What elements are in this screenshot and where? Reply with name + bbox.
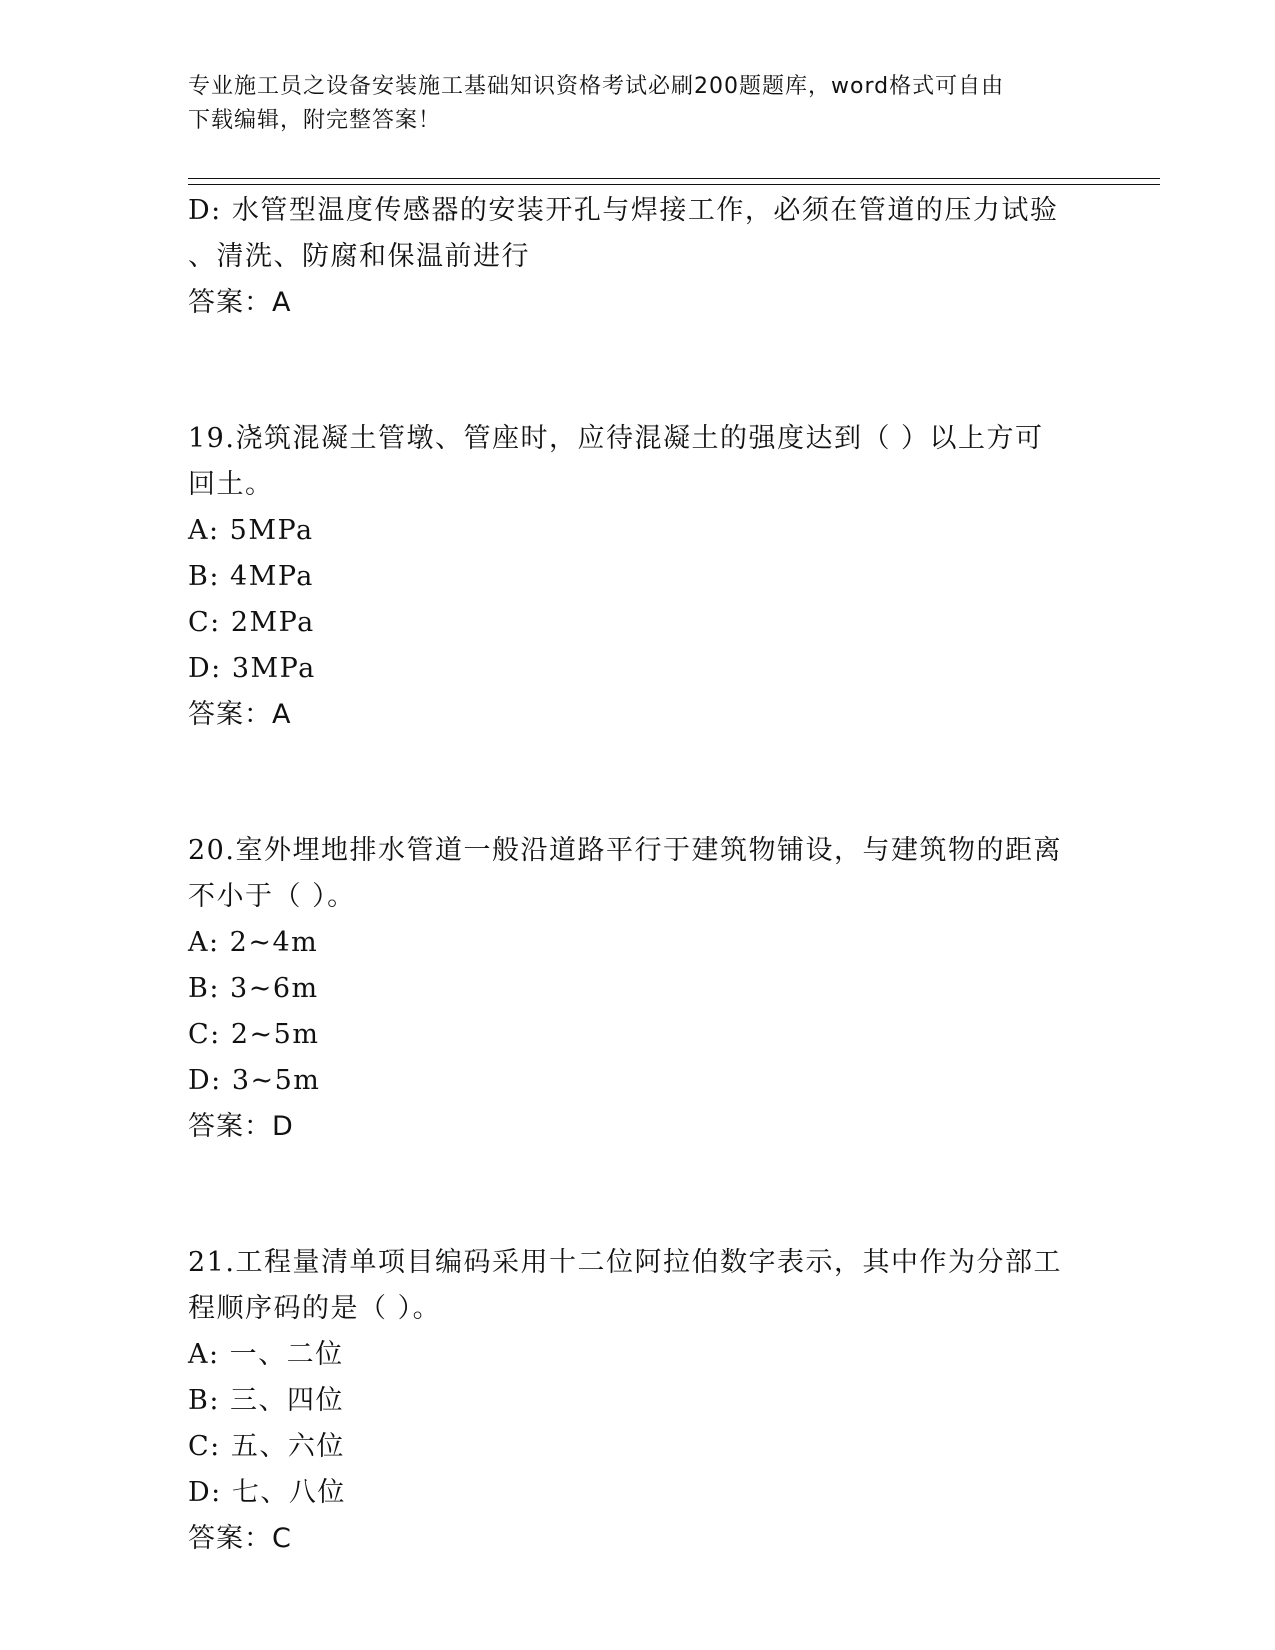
option-d: D: 3MPa (188, 653, 316, 684)
header-rule-top (188, 178, 1160, 179)
answer-line: 答案：D (188, 1111, 294, 1142)
question-20 (188, 828, 1088, 1150)
option-c: C: 2~5m (188, 1019, 320, 1050)
answer-line: 答案：A (188, 699, 292, 730)
previous-question-tail (188, 188, 1088, 326)
option-d-line-1: D: 水管型温度传感器的安装开孔与焊接工作，必须在管道的压力试验 (188, 195, 1059, 226)
option-c: C: 五、六位 (188, 1431, 345, 1462)
document-header (188, 70, 1068, 138)
header-rule-bottom (188, 184, 1160, 185)
question-stem-line-1: 19.浇筑混凝土管墩、管座时，应待混凝土的强度达到（ ）以上方可 (188, 423, 1044, 454)
option-d: D: 七、八位 (188, 1477, 346, 1508)
spacer (188, 326, 1088, 416)
answer-line: 答案：A (188, 287, 292, 318)
option-a: A: 5MPa (188, 515, 314, 546)
option-a: A: 一、二位 (188, 1339, 344, 1370)
question-stem-line-1: 21.工程量清单项目编码采用十二位阿拉伯数字表示，其中作为分部工 (188, 1247, 1062, 1278)
spacer (188, 1150, 1088, 1240)
question-stem-line-2: 程顺序码的是（ ）。 (188, 1293, 442, 1324)
question-stem-line-1: 20.室外埋地排水管道一般沿道路平行于建筑物铺设，与建筑物的距离 (188, 835, 1062, 866)
spacer (188, 738, 1088, 828)
option-b: B: 4MPa (188, 561, 314, 592)
answer-line: 答案：C (188, 1523, 292, 1554)
question-content (188, 188, 1088, 1562)
option-b: B: 3~6m (188, 973, 319, 1004)
header-title-line-1: 专业施工员之设备安装施工基础知识资格考试必刷200题题库，word格式可自由 (188, 74, 1005, 99)
question-21 (188, 1240, 1088, 1562)
option-b: B: 三、四位 (188, 1385, 345, 1416)
header-title-line-2: 下载编辑，附完整答案！ (188, 108, 442, 133)
question-stem-line-2: 不小于（ ）。 (188, 881, 356, 912)
question-stem-line-2: 回土。 (188, 469, 274, 500)
question-19 (188, 416, 1088, 738)
option-d-line-2: 、清洗、防腐和保温前进行 (188, 241, 530, 272)
option-c: C: 2MPa (188, 607, 315, 638)
option-d: D: 3~5m (188, 1065, 321, 1096)
option-a: A: 2~4m (188, 927, 319, 958)
